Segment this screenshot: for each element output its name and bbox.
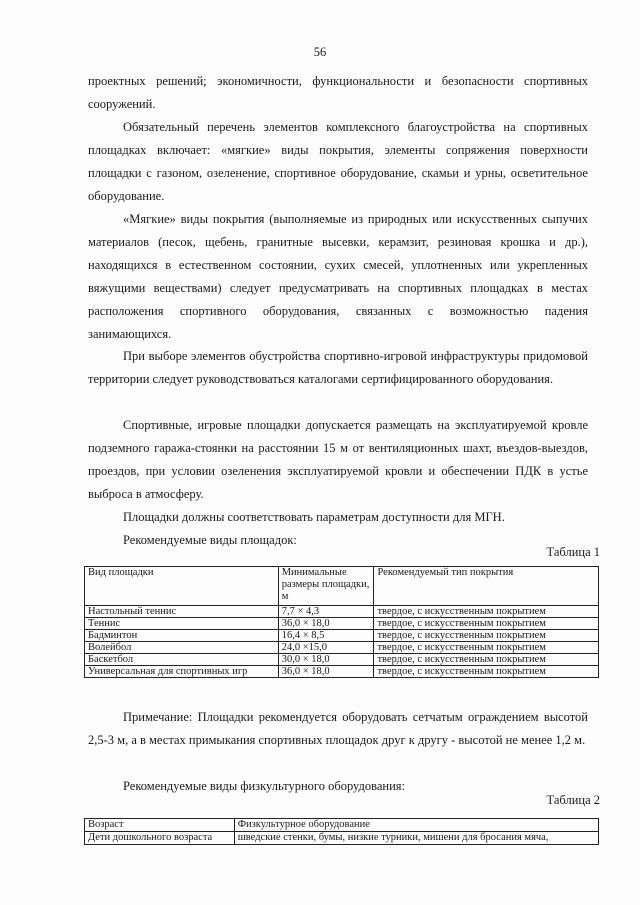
table-cell: твердое, с искусственным покрытием	[374, 618, 599, 630]
paragraph-soft-surfaces	[88, 208, 588, 346]
paragraph-text: Спортивные, игровые площадки допускается размещать на эксплуатируемой кровле подземного гаража-стоянки на расстоянии 15 м от вентиляционных шахт, въездов-выездов, проездов, при условии озеленения эксплуатируемой кровли и обеспечении ПДК в устье выброса в атмосферу.	[88, 418, 588, 501]
table-header-cell: Физкультурное оборудование	[234, 819, 598, 832]
paragraph-text: При выборе элементов обустройства спортивно-игровой инфраструктуры придомовой территории следует руководствоваться каталогами сертифицированного оборудования.	[88, 349, 588, 386]
paragraph-accessibility	[88, 506, 588, 529]
table-cell: 36,0 × 18,0	[278, 666, 374, 678]
table-cell: твердое, с искусственным покрытием	[374, 666, 599, 678]
table-row	[85, 618, 599, 630]
equipment-table	[84, 818, 599, 845]
table-row	[85, 654, 599, 666]
table-cell: 24,0 ×15,0	[278, 642, 374, 654]
paragraph-text: Рекомендуемые виды площадок:	[123, 533, 297, 547]
paragraph-note	[88, 706, 588, 752]
paragraph-elements-list	[88, 116, 588, 208]
table-cell: Теннис	[85, 618, 279, 630]
paragraph-roof-placement	[88, 414, 588, 506]
table-cell: твердое, с искусственным покрытием	[374, 606, 599, 618]
table-row	[85, 606, 599, 618]
table-row	[85, 642, 599, 654]
table-caption: Таблица 2	[546, 793, 600, 807]
table-cell: Настольный теннис	[85, 606, 279, 618]
table-header-cell: Рекомендуемый тип покрытия	[374, 567, 599, 606]
paragraph-text: Примечание: Площадки рекомендуется оборудовать сетчатым ограждением высотой 2,5-3 м, а в местах примыкания спортивных площадок друг к другу - высотой не менее 1,2 м.	[88, 710, 588, 747]
table-cell: Универсальная для спортивных игр	[85, 666, 279, 678]
table-cell: 36,0 × 18,0	[278, 618, 374, 630]
paragraph-continuation	[88, 70, 588, 116]
table-caption: Таблица 1	[546, 545, 600, 559]
table-cell: твердое, с искусственным покрытием	[374, 642, 599, 654]
paragraph-text: проектных решений; экономичности, функциональности и безопасности спортивных сооружений.	[88, 74, 588, 111]
paragraph-text: Обязательный перечень элементов комплексного благоустройства на спортивных площадках включает: «мягкие» виды покрытия, элементы сопряжения поверхности площадки с газоном, озеленение, спортивное оборудование, скамьи и урны, осветительное оборудование.	[88, 120, 588, 203]
table-row	[85, 832, 599, 845]
paragraph-text: Площадки должны соответствовать параметрам доступности для МГН.	[123, 510, 505, 524]
table-header-cell: Возраст	[85, 819, 235, 832]
table-cell: твердое, с искусственным покрытием	[374, 654, 599, 666]
table-cell: 16,4 × 8,5	[278, 630, 374, 642]
table-header-row	[85, 567, 599, 606]
table-cell: Волейбол	[85, 642, 279, 654]
table-cell: Дети дошкольного возраста	[85, 832, 235, 845]
table-cell: 30,0 × 18,0	[278, 654, 374, 666]
table-header-cell: Вид площадки	[85, 567, 279, 606]
table-cell: Бадминтон	[85, 630, 279, 642]
paragraph-text: Рекомендуемые виды физкультурного оборудования:	[123, 779, 406, 793]
sites-table	[84, 566, 599, 678]
table-header-cell: Минимальные размеры площадки, м	[278, 567, 374, 606]
paragraph-equipment	[88, 775, 588, 798]
table-cell: твердое, с искусственным покрытием	[374, 630, 599, 642]
table-row	[85, 630, 599, 642]
paragraph-recommended-sites	[88, 529, 588, 552]
paragraph-infrastructure	[88, 345, 588, 391]
paragraph-text: «Мягкие» виды покрытия (выполняемые из природных или искусственных сыпучих материалов (песок, щебень, гранитные высевки, керамзит, резиновая крошка и др.), находящихся в естественном состоянии, сухих смесей, уплотненных или укрепленных вяжущими веществами) следует предусматривать на спортивных площадках в местах расположения спортивного оборудования, связанных с возможностью падения занимающихся.	[88, 212, 588, 341]
table-header-row	[85, 819, 599, 832]
table-cell: шведские стенки, бумы, низкие турники, мишени для бросания мяча,	[234, 832, 598, 845]
page-number: 56	[313, 45, 327, 59]
table-cell: Баскетбол	[85, 654, 279, 666]
table-cell: 7,7 × 4,3	[278, 606, 374, 618]
table-row	[85, 666, 599, 678]
